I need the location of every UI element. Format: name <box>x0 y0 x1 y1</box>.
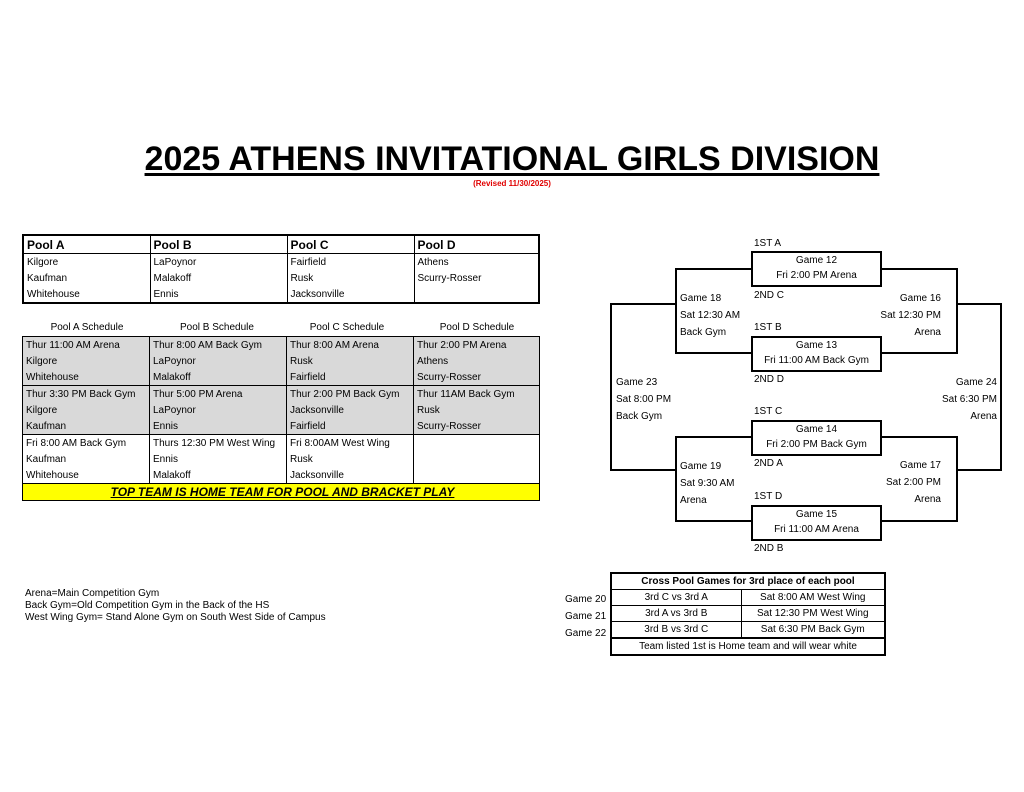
schedule-table <box>22 336 540 501</box>
game-14-box <box>751 420 882 456</box>
pool-header: Pool D <box>414 235 539 254</box>
bracket-line <box>880 520 958 522</box>
legend-line: Back Gym=Old Competition Gym in the Back of the HS <box>25 600 270 611</box>
game-name: Game 12 <box>795 255 838 266</box>
bracket-line <box>1000 303 1002 471</box>
game-info: Fri 2:00 PM Arena <box>776 270 857 281</box>
pools-table <box>22 234 540 304</box>
schedule-cell: Thur 8:00 AM Arena <box>287 337 414 354</box>
schedule-cell: Malakoff <box>150 467 287 484</box>
schedule-cell: Fri 8:00AM West Wing <box>287 435 414 452</box>
game-info: Fri 2:00 PM Back Gym <box>766 439 867 450</box>
bracket-line <box>610 469 677 471</box>
pool-team: Kilgore <box>23 254 150 271</box>
revised-date: (Revised 11/30/2025) <box>473 179 551 188</box>
bracket-line <box>956 303 1002 305</box>
pool-team: Scurry-Rosser <box>414 270 539 286</box>
pool-team: Kaufman <box>23 270 150 286</box>
game-24-label: Game 24 Sat 6:30 PM Arena <box>941 377 997 422</box>
schedule-cell <box>414 451 540 467</box>
game-16-label: Game 16 Sat 12:30 PM Arena <box>880 293 941 338</box>
seed-label: 2ND A <box>754 458 783 469</box>
schedule-cell: Athens <box>414 353 540 369</box>
schedule-cell: Ennis <box>150 418 287 435</box>
pool-team: Fairfield <box>287 254 414 271</box>
schedule-cell: Scurry-Rosser <box>414 418 540 435</box>
game-name: Game 15 <box>795 509 838 520</box>
game-12-box <box>751 251 882 287</box>
game-17-label: Game 17 Sat 2:00 PM Arena <box>885 460 941 505</box>
schedule-cell: Fairfield <box>287 418 414 435</box>
pool-team: Rusk <box>287 270 414 286</box>
schedule-cell: Kilgore <box>23 353 150 369</box>
seed-label: 2ND D <box>754 374 785 385</box>
schedule-cell: Malakoff <box>150 369 287 386</box>
pool-header: Pool C <box>287 235 414 254</box>
bracket-line <box>675 520 753 522</box>
game-13-box <box>751 336 882 372</box>
bracket-line <box>675 268 753 270</box>
seed-label: 2ND C <box>754 290 785 301</box>
pool-team <box>414 286 539 303</box>
schedule-cell: LaPoynor <box>150 353 287 369</box>
seed-label: 1ST C <box>754 406 783 417</box>
schedule-cell: Whitehouse <box>23 467 150 484</box>
bracket-line <box>956 469 1002 471</box>
schedule-cell: Kaufman <box>23 418 150 435</box>
schedule-cell: Fairfield <box>287 369 414 386</box>
bracket-line <box>675 436 677 522</box>
schedule-cell: Jacksonville <box>287 402 414 418</box>
seed-label: 1ST A <box>754 238 782 249</box>
schedule-cell: Whitehouse <box>23 369 150 386</box>
bracket-line <box>956 436 958 522</box>
schedule-cell <box>414 435 540 452</box>
bracket-line <box>880 268 958 270</box>
schedule-cell: Scurry-Rosser <box>414 369 540 386</box>
schedule-cell: Fri 8:00 AM Back Gym <box>23 435 150 452</box>
schedule-cell: Thur 2:00 PM Back Gym <box>287 386 414 403</box>
legend-line: Arena=Main Competition Gym <box>25 588 160 599</box>
schedule-cell: Kaufman <box>23 451 150 467</box>
pool-team: LaPoynor <box>150 254 287 271</box>
bracket-line <box>880 436 958 438</box>
bracket-line <box>610 303 677 305</box>
cross-game-label: Game 22 <box>565 628 607 639</box>
cross-pool-footer: Team listed 1st is Home team and will wear white <box>611 638 885 655</box>
seed-label: 1ST D <box>754 491 783 502</box>
game-name: Game 14 <box>795 424 838 435</box>
cross-matchup: 3rd C vs 3rd A <box>611 590 741 606</box>
cross-matchup: 3rd A vs 3rd B <box>611 606 741 622</box>
bracket-line <box>675 436 753 438</box>
schedule-cell: Thur 11AM Back Gym <box>414 386 540 403</box>
cross-time: Sat 6:30 PM Back Gym <box>760 624 865 635</box>
schedule-cell: Thurs 12:30 PM West Wing <box>150 435 287 452</box>
schedule-cell: LaPoynor <box>150 402 287 418</box>
schedule-cell: Ennis <box>150 451 287 467</box>
pool-team: Malakoff <box>150 270 287 286</box>
pool-team: Ennis <box>150 286 287 303</box>
page-title: 2025 ATHENS INVITATIONAL GIRLS DIVISION <box>144 140 880 178</box>
schedule-cell <box>414 467 540 484</box>
seed-label: 2ND B <box>754 543 784 554</box>
bracket-line <box>880 352 958 354</box>
game-name: Game 13 <box>795 340 838 351</box>
cross-game-label: Game 21 <box>565 611 607 622</box>
schedule-cell: Thur 3:30 PM Back Gym <box>23 386 150 403</box>
schedule-cell: Thur 8:00 AM Back Gym <box>150 337 287 354</box>
schedule-cell: Thur 5:00 PM Arena <box>150 386 287 403</box>
cross-pool-table <box>610 572 886 656</box>
schedule-cell: Rusk <box>287 451 414 467</box>
bracket-line <box>675 268 677 354</box>
schedule-header: Pool B Schedule <box>180 322 254 333</box>
pool-team: Whitehouse <box>23 286 150 303</box>
schedule-cell: Rusk <box>287 353 414 369</box>
schedule-cell: Rusk <box>414 402 540 418</box>
schedule-header: Pool D Schedule <box>439 322 515 333</box>
schedule-header: Pool A Schedule <box>50 322 124 333</box>
seed-label: 1ST B <box>754 322 782 333</box>
schedule-header: Pool C Schedule <box>309 322 385 333</box>
game-info: Fri 11:00 AM Back Gym <box>764 355 869 366</box>
pool-header: Pool B <box>150 235 287 254</box>
schedule-cell: Kilgore <box>23 402 150 418</box>
cross-time: Sat 8:00 AM West Wing <box>741 590 885 606</box>
game-23-label: Game 23 Sat 8:00 PM Back Gym <box>616 377 672 422</box>
schedule-cell: Thur 2:00 PM Arena <box>414 337 540 354</box>
pool-team: Athens <box>414 254 539 271</box>
bracket-line <box>956 268 958 354</box>
schedule-cell: Jacksonville <box>287 467 414 484</box>
bracket-line <box>610 303 612 471</box>
bracket-line <box>675 352 753 354</box>
cross-time: Sat 12:30 PM West Wing <box>741 606 885 622</box>
home-team-note: TOP TEAM IS HOME TEAM FOR POOL AND BRACKET PLAY <box>23 484 540 501</box>
game-18-label: Game 18 Sat 12:30 AM Back Gym <box>680 293 741 338</box>
cross-matchup: 3rd B vs 3rd C <box>611 622 741 639</box>
gym-legend <box>25 588 326 624</box>
cross-pool-title: Cross Pool Games for 3rd place of each pool <box>611 573 885 590</box>
game-19-label: Game 19 Sat 9:30 AM Arena <box>680 461 735 506</box>
pool-header: Pool A <box>23 235 150 254</box>
game-info: Fri 11:00 AM Arena <box>774 524 859 535</box>
schedule-cell: Thur 11:00 AM Arena <box>23 337 150 354</box>
cross-game-label: Game 20 <box>565 594 607 605</box>
legend-line: West Wing Gym= Stand Alone Gym on South West Side of Campus <box>25 612 326 623</box>
pool-team: Jacksonville <box>287 286 414 303</box>
game-15-box <box>751 505 882 541</box>
